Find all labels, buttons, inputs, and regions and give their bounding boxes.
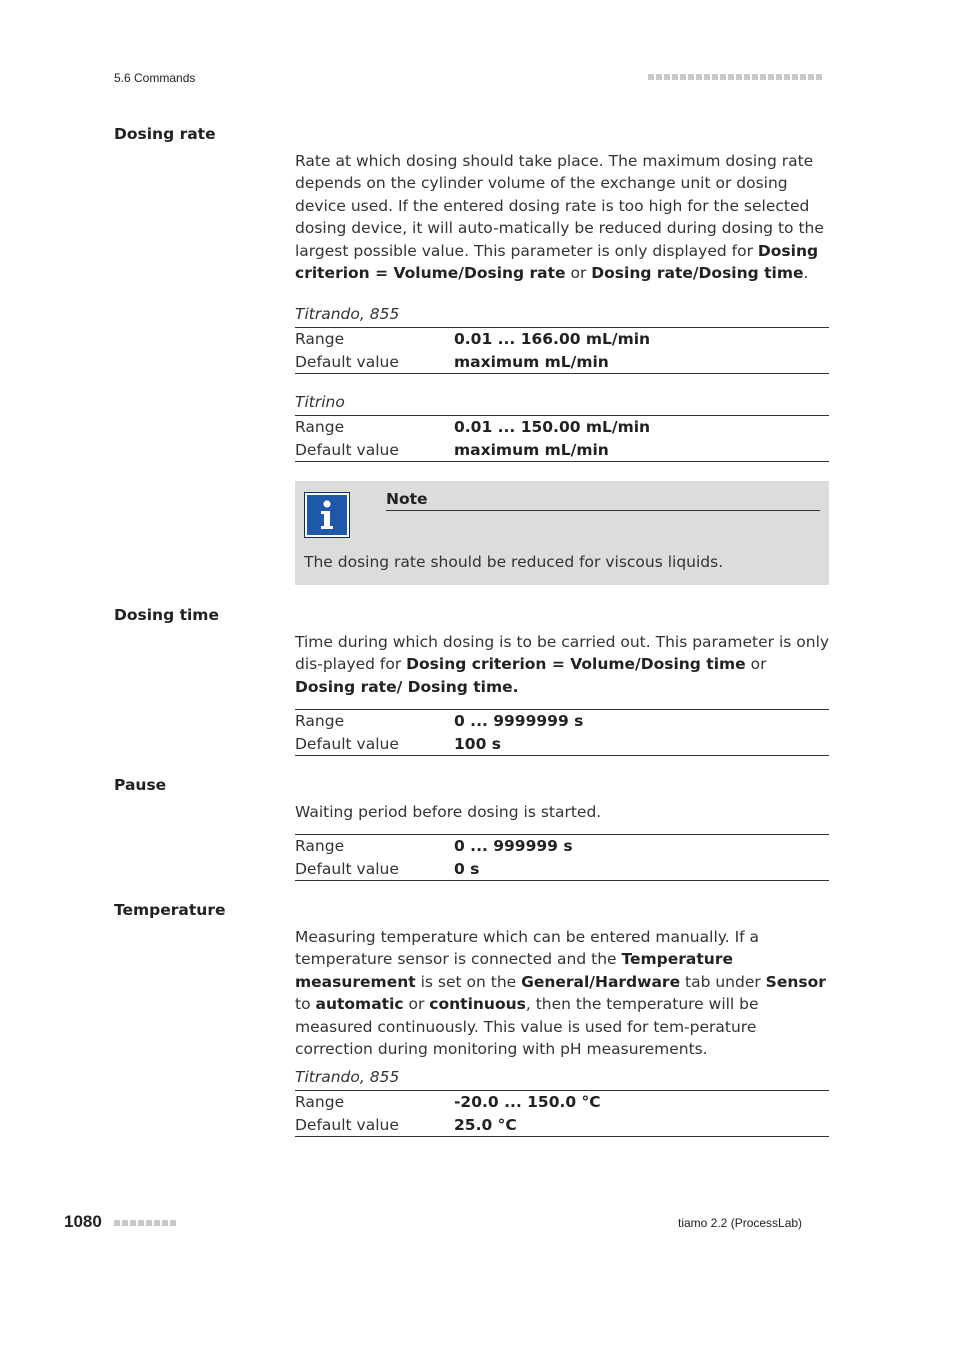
range-label: Range xyxy=(295,837,345,855)
decor-square xyxy=(736,74,742,80)
running-header-section: 5.6 Commands xyxy=(114,71,196,85)
decor-square xyxy=(752,74,758,80)
table-caption: Titrando, 855 xyxy=(295,1068,400,1086)
default-value: 0 s xyxy=(454,859,480,878)
table-row xyxy=(295,710,829,733)
section-title-temperature: Temperature xyxy=(114,901,226,919)
default-value: maximum mL/min xyxy=(454,440,609,459)
range-value: 0 ... 999999 s xyxy=(454,837,573,855)
decor-square xyxy=(744,74,750,80)
decor-square xyxy=(130,1220,136,1226)
section-title-pause: Pause xyxy=(114,776,167,794)
range-label: Range xyxy=(295,1093,345,1111)
decor-square xyxy=(656,74,662,80)
section-title-dosing-time: Dosing time xyxy=(114,606,219,624)
table-row xyxy=(295,835,829,858)
temperature-table xyxy=(295,1090,829,1137)
range-label: Range xyxy=(295,330,345,348)
table-caption: Titrando, 855 xyxy=(295,305,400,323)
decor-square xyxy=(792,74,798,80)
default-label: Default value xyxy=(295,734,399,753)
range-label: Range xyxy=(295,418,345,436)
decor-square xyxy=(776,74,782,80)
decor-square xyxy=(154,1220,160,1226)
decor-square xyxy=(816,74,822,80)
dosing-time-description: Time during which dosing is to be carried out. This parameter is only dis-played for Dosing criterion = Volume/Dosing time or Dosing rate/ Dosing time. xyxy=(295,633,830,696)
default-label: Default value xyxy=(295,859,399,878)
product-name: tiamo 2.2 (ProcessLab) xyxy=(678,1216,803,1230)
default-value: 25.0 °C xyxy=(454,1115,517,1134)
table-row xyxy=(295,351,829,374)
decor-square xyxy=(784,74,790,80)
decor-square xyxy=(712,74,718,80)
range-value: 0.01 ... 166.00 mL/min xyxy=(454,330,651,348)
decor-square xyxy=(680,74,686,80)
default-label: Default value xyxy=(295,1115,399,1134)
decor-square xyxy=(728,74,734,80)
table-row xyxy=(295,733,829,756)
decor-square xyxy=(114,1220,120,1226)
dosing-rate-description: Rate at which dosing should take place. The maximum dosing rate depends on the cylinder volume of the exchange unit or dosing device used. If the entered dosing rate is too high for the selected dosing device, it will auto-matically be reduced during dosing to the largest possible value. This parameter is only displayed for Dosing criterion = Volume/Dosing rate or Dosing rate/Dosing time. xyxy=(295,152,824,283)
table-row xyxy=(295,1091,829,1114)
range-value: -20.0 ... 150.0 °C xyxy=(454,1093,601,1111)
table-row xyxy=(295,328,829,351)
pause-table xyxy=(295,834,829,881)
temperature-description: Measuring temperature which can be entered manually. If a temperature sensor is connected and the Temperature measurement is set on the General/Hardware tab under Sensor to automatic or continuous, then the temperature will be measured continuously. This value is used for tem-perature correction during monitoring with pH measurements. xyxy=(295,928,826,1059)
note-box xyxy=(295,481,829,585)
default-value: maximum mL/min xyxy=(454,352,609,371)
note-title: Note xyxy=(386,490,820,511)
dosing-rate-table-titrando xyxy=(295,327,829,374)
decor-square xyxy=(808,74,814,80)
note-text: The dosing rate should be reduced for viscous liquids. xyxy=(304,553,724,571)
page-number: 1080 xyxy=(64,1212,102,1231)
decor-square xyxy=(664,74,670,80)
table-row xyxy=(295,416,829,439)
decor-square xyxy=(138,1220,144,1226)
decor-square xyxy=(688,74,694,80)
default-value: 100 s xyxy=(454,734,501,753)
default-label: Default value xyxy=(295,352,399,371)
table-row xyxy=(295,439,829,462)
header-decor-squares xyxy=(648,74,822,80)
range-value: 0 ... 9999999 s xyxy=(454,712,584,730)
footer-decor-squares xyxy=(114,1220,176,1226)
decor-square xyxy=(800,74,806,80)
decor-square xyxy=(768,74,774,80)
dosing-rate-table-titrino xyxy=(295,415,829,462)
default-label: Default value xyxy=(295,440,399,459)
decor-square xyxy=(146,1220,152,1226)
info-icon xyxy=(304,492,350,538)
decor-square xyxy=(162,1220,168,1226)
range-value: 0.01 ... 150.00 mL/min xyxy=(454,418,651,436)
decor-square xyxy=(170,1220,176,1226)
decor-square xyxy=(720,74,726,80)
section-title-dosing-rate: Dosing rate xyxy=(114,125,216,143)
pause-description: Waiting period before dosing is started. xyxy=(295,803,602,821)
decor-square xyxy=(122,1220,128,1226)
decor-square xyxy=(648,74,654,80)
range-label: Range xyxy=(295,712,345,730)
table-caption: Titrino xyxy=(295,393,345,411)
table-row xyxy=(295,1114,829,1137)
decor-square xyxy=(760,74,766,80)
decor-square xyxy=(672,74,678,80)
decor-square xyxy=(696,74,702,80)
decor-square xyxy=(704,74,710,80)
table-row xyxy=(295,858,829,881)
dosing-time-table xyxy=(295,709,829,756)
